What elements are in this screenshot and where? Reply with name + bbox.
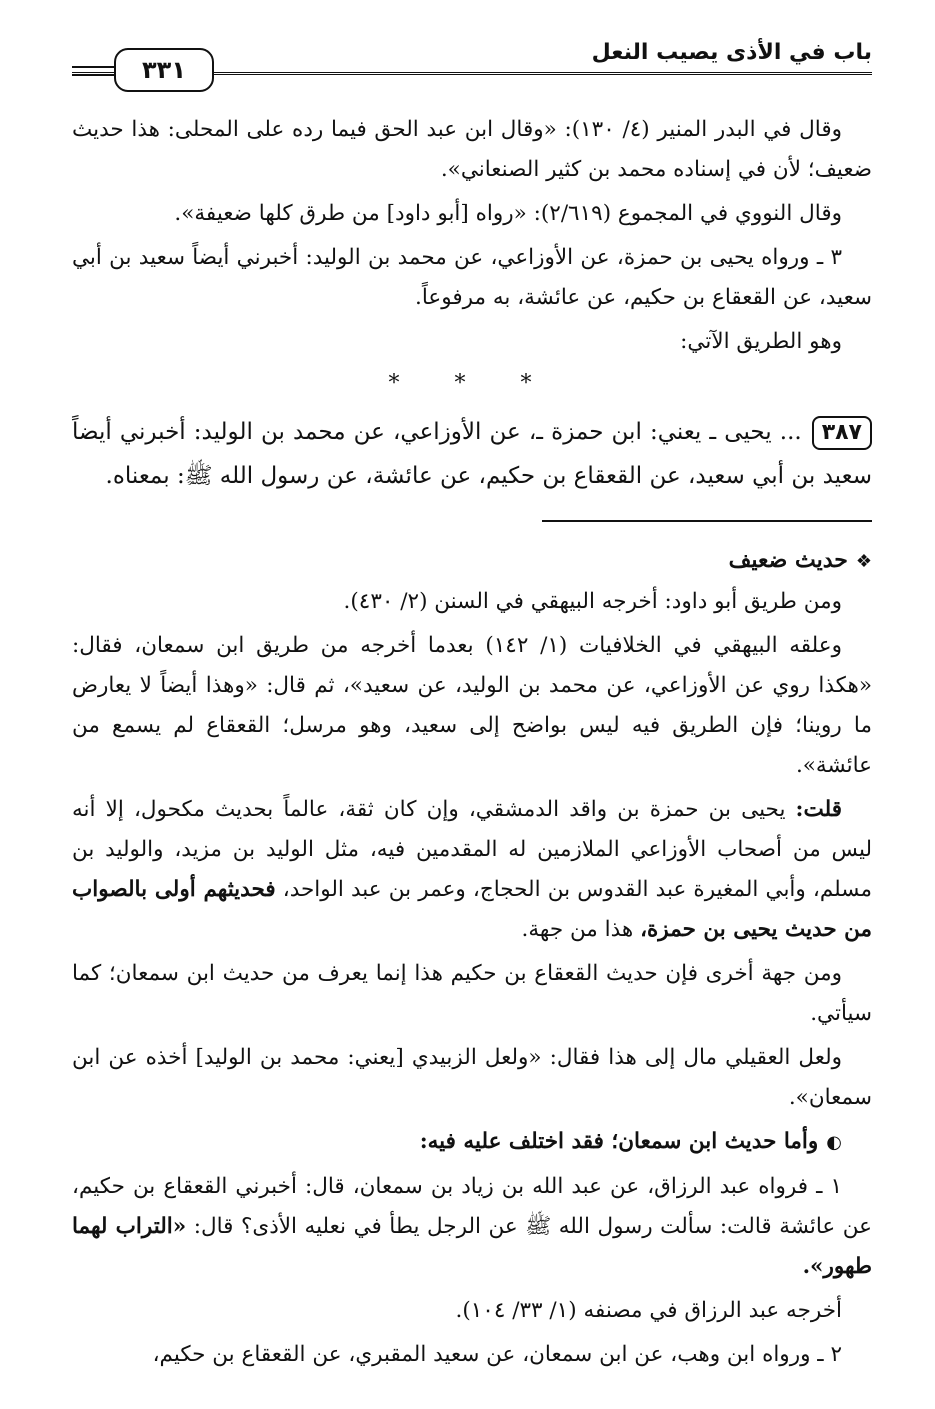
page-number: ٣٣١ <box>114 48 214 92</box>
grade-title: حديث ضعيف <box>728 547 848 573</box>
qult-paragraph <box>72 790 872 950</box>
paragraph: ومن جهة أخرى فإن حديث القعقاع بن حكيم هذا إنما يعرف من حديث ابن سمعان؛ كما سيأتي. <box>72 961 872 1026</box>
paragraph: ٣ ـ ورواه يحيى بن حمزة، عن الأوزاعي، عن محمد بن الوليد: أخبرني أيضاً سعيد بن أبي سعيد، عن القعقاع بن حكيم، عن عائشة، به مرفوعاً. <box>72 245 872 310</box>
paragraph: ومن طريق أبو داود: أخرجه البيهقي في السنن (٢/ ٤٣٠). <box>343 589 842 614</box>
paragraph: وقال النووي في المجموع (٢/٦١٩): «رواه [أبو داود] من طرق كلها ضعيفة». <box>174 201 842 226</box>
page-header <box>72 30 872 90</box>
paragraph: وعلقه البيهقي في الخلافيات (١/ ١٤٢) بعدما أخرجه من طريق ابن سمعان، فقال: «هكذا روي عن الأوزاعي، عن محمد بن الوليد، عن سعيد»، ثم قال: «وهذا أيضاً لا يعارض ما روينا؛ فإن الطريق فيه ليس بواضح إلى سعيد، وهو مرسل؛ القعقاع لم يسمع من عائشة». <box>72 633 872 778</box>
section-divider <box>542 520 872 522</box>
qult-label: قلت: <box>795 797 842 822</box>
qult-bold-text: فحديثهم أولى بالصواب من حديث يحيى بن حمزة، <box>72 877 872 942</box>
hadith-body: ... يحيى ـ يعني: ابن حمزة ـ، عن الأوزاعي، عن محمد بن الوليد: أخبرني أيضاً سعيد بن أبي سعيد، عن القعقاع بن حكيم، عن عائشة، عن رسول الله ﷺ: بمعناه. <box>72 419 872 489</box>
hadith-number: ٣٨٧ <box>812 416 872 450</box>
paragraph: وقال في البدر المنير (٤/ ١٣٠): «وقال ابن عبد الحق فيما رده على المحلى: هذا حديث ضعيف؛ لأن في إسناده محمد بن كثير الصنعاني». <box>72 117 872 182</box>
paragraph: ٢ ـ ورواه ابن وهب، عن ابن سمعان، عن سعيد المقبري، عن القعقاع بن حكيم، <box>152 1342 842 1367</box>
running-title: باب في الأذى يصيب النعل <box>591 40 872 65</box>
qult-text-2: هذا من جهة. <box>521 917 641 942</box>
book-page <box>72 30 872 1400</box>
paragraph: وهو الطريق الآتي: <box>680 329 842 354</box>
c-bullet-icon: ◐ <box>826 1132 842 1153</box>
page-body <box>72 110 872 1379</box>
grade-heading <box>72 540 872 582</box>
narration-text: ١ ـ فرواه عبد الرزاق، عن عبد الله بن زياد بن سمعان، قال: أخبرني القعقاع بن حكيم، عن عائشة قالت: سألت رسول الله ﷺ عن الرجل يطأ في نعليه الأذى؟ قال: <box>72 1174 873 1239</box>
separator-stars: * * * <box>388 371 556 396</box>
narration-paragraph <box>72 1167 872 1287</box>
qult-text-1: يحيى بن حمزة بن واقد الدمشقي، وإن كان ثقة، عالماً بحديث مكحول، إلا أنه ليس من أصحاب الأوزاعي الملازمين له المقدمين فيه، مثل الوليد بن مزيد، والوليد بن مسلم، وأبي المغيرة عبد القدوس بن الحجاج، وعمر بن عبد الواحد، <box>72 797 872 902</box>
hadith-text <box>72 410 872 498</box>
header-ornament-lines <box>72 66 116 76</box>
paragraph: أخرجه عبد الرزاق في مصنفه (١/ ٣٣/ ١٠٤). <box>455 1298 842 1323</box>
sub-heading <box>72 1122 872 1163</box>
narration-bold-text: «التراب لهما طهور». <box>72 1214 872 1279</box>
sub-heading-text: وأما حديث ابن سمعان؛ فقد اختلف عليه فيه: <box>419 1129 819 1154</box>
bullet-ornament-icon: ❖ <box>855 551 872 572</box>
paragraph: ولعل العقيلي مال إلى هذا فقال: «ولعل الزبيدي [يعني: محمد بن الوليد] أخذه عن ابن سمعان». <box>72 1045 872 1110</box>
